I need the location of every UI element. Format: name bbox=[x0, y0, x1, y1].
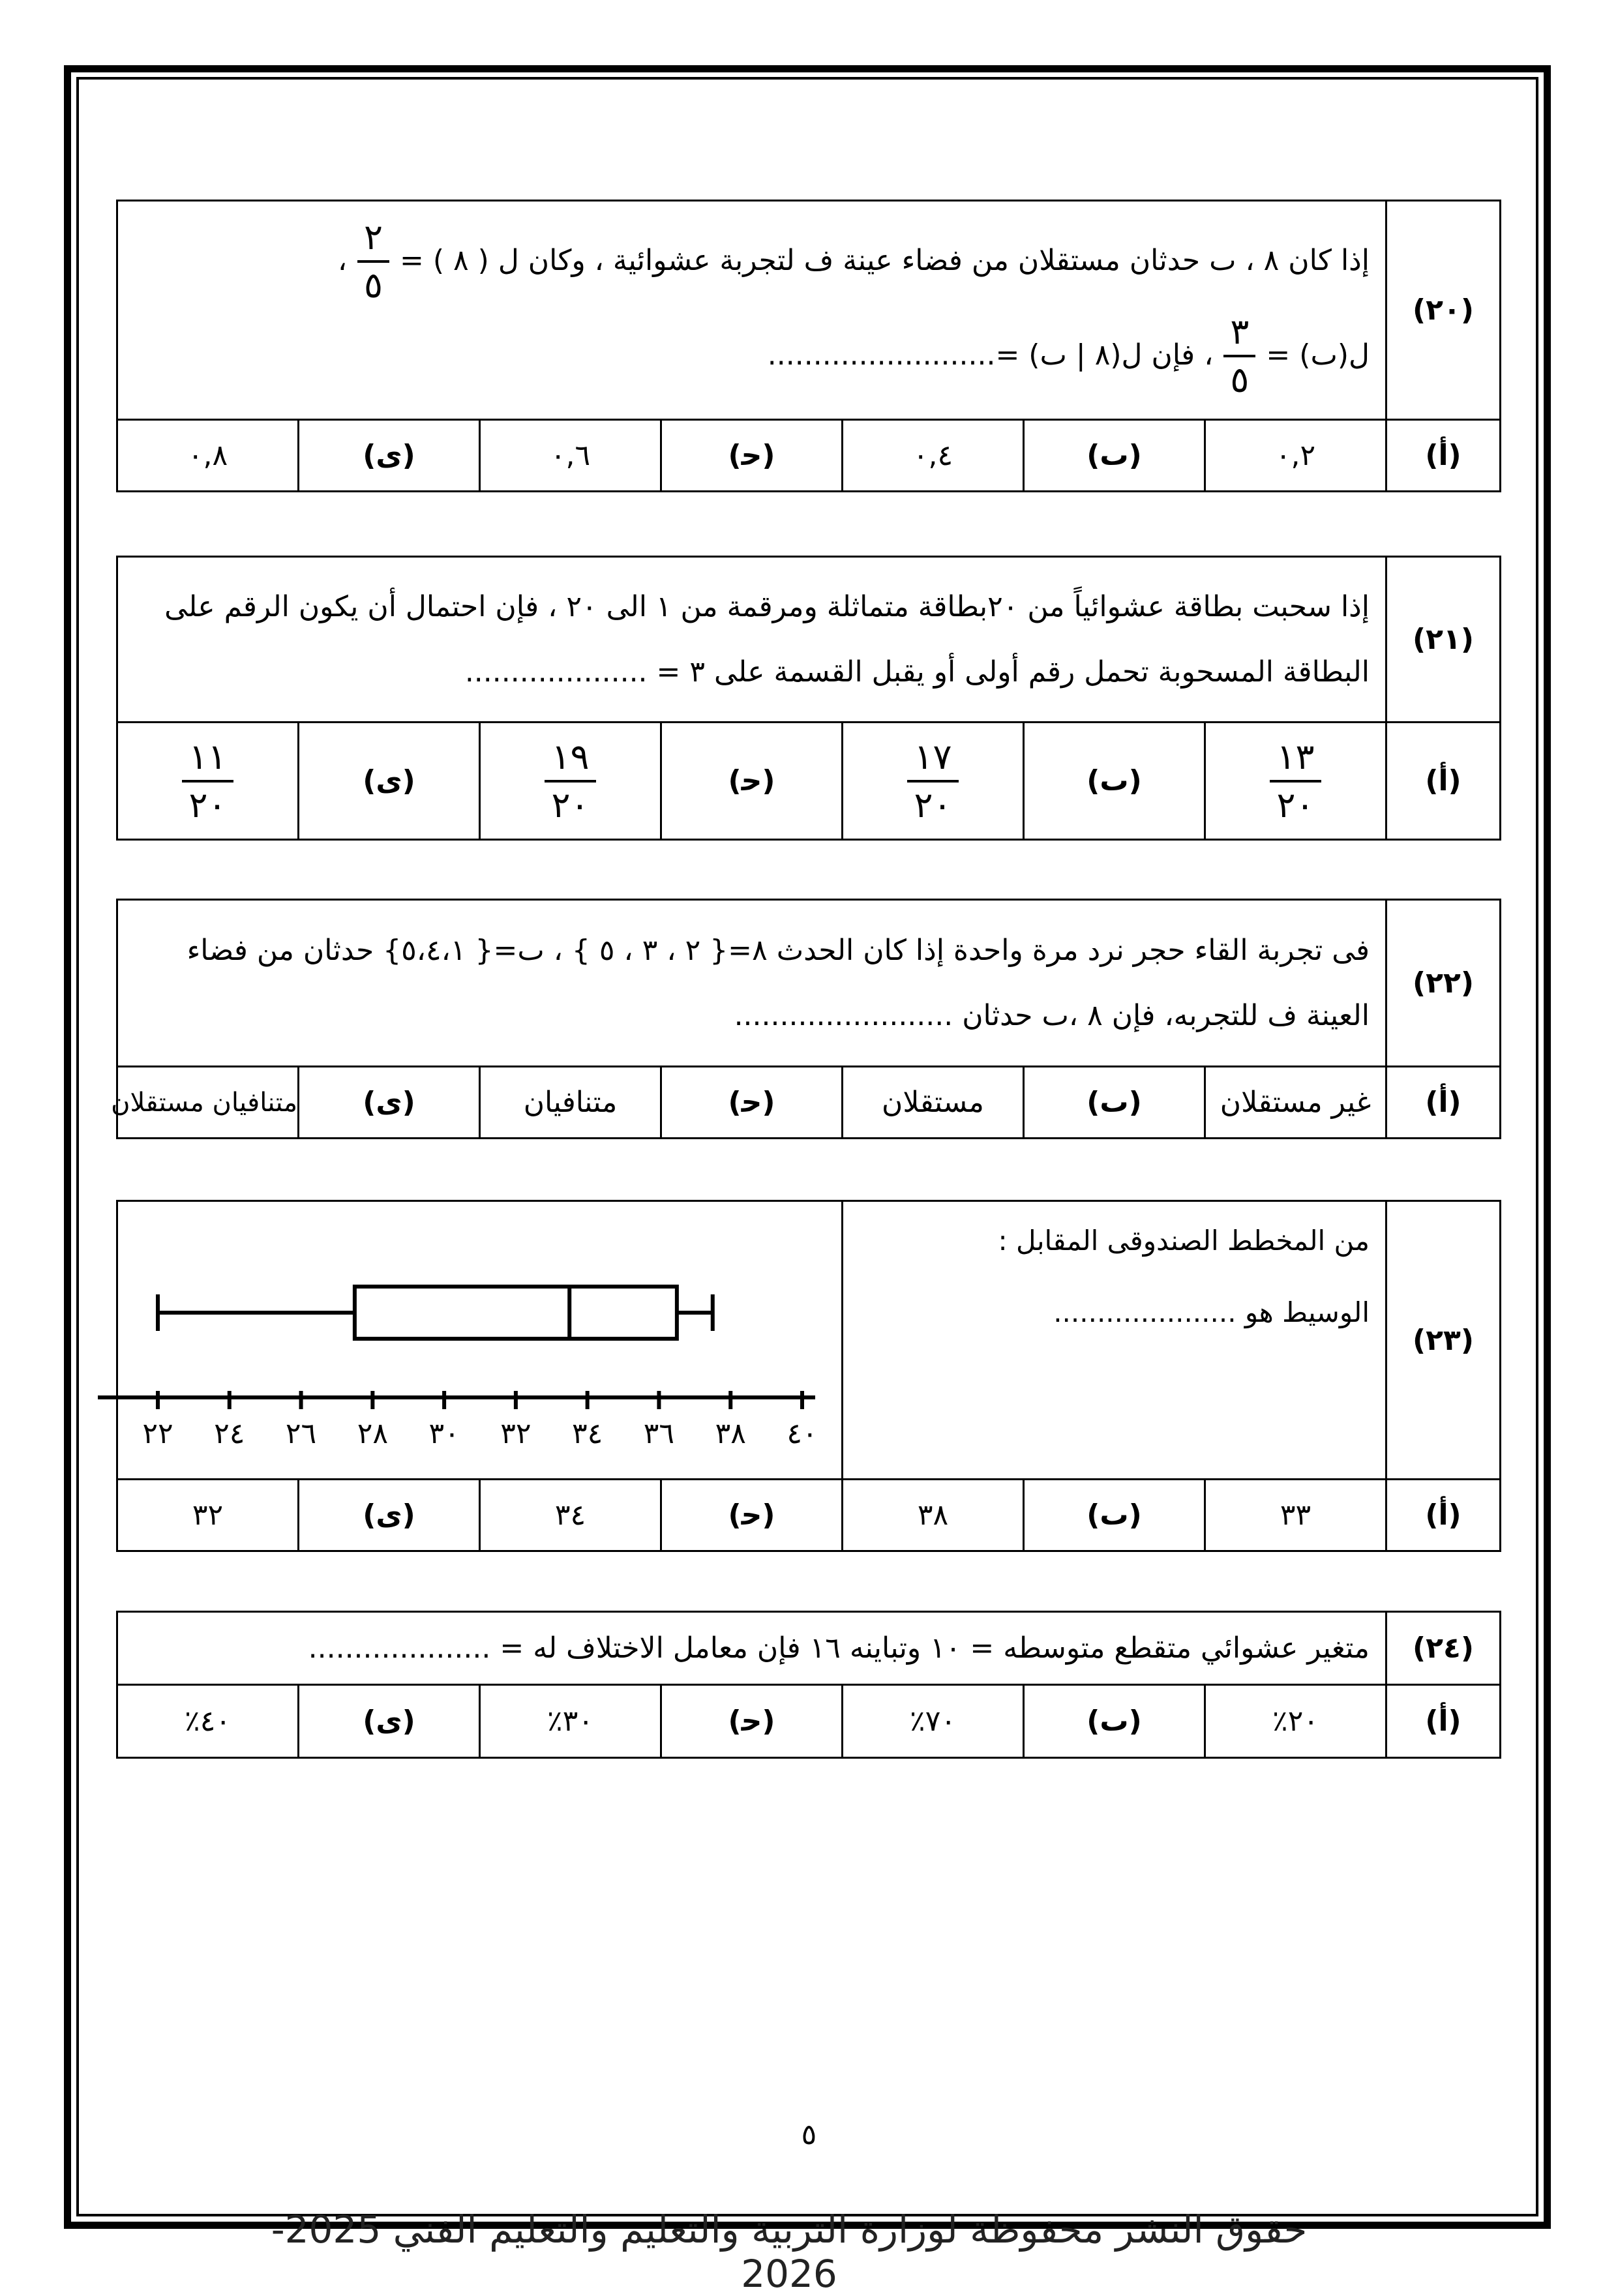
tick-label: ٢٢ bbox=[142, 1417, 173, 1450]
option-label: (ٮ) bbox=[1024, 1067, 1205, 1139]
option-value[interactable]: $\frac{١٩}{٢٠}$ bbox=[480, 723, 661, 840]
option-label: (أ) bbox=[1386, 1067, 1501, 1139]
option-label: (ٮ) bbox=[1024, 1480, 1205, 1551]
page-number: ٥ bbox=[801, 2118, 817, 2151]
option-value[interactable]: ٠,٨ bbox=[117, 420, 299, 492]
question-number: (٢٠) bbox=[1386, 201, 1501, 420]
tick-label: ٢٨ bbox=[357, 1417, 388, 1450]
tick-label: ٢٦ bbox=[285, 1417, 317, 1450]
question-text: إذا كان ٨ ، ٮ حدثان مستقلان من فضاء عينة ف لتجربة عشوائية ، وكان ل ( ٨ ) = $\frac{٢}{٥}$ ، ل(ٮ) = $\frac{٣}{٥}$ ، فإن ل(٨ | ٮ) =......................... bbox=[117, 201, 1386, 420]
tick-label: ٣٤ bbox=[572, 1417, 603, 1450]
box-plot bbox=[72, 1202, 841, 1478]
question-20 bbox=[116, 200, 1501, 492]
question-23 bbox=[116, 1200, 1501, 1552]
option-label: (ﺣ) bbox=[661, 1480, 843, 1551]
option-label: (ى) bbox=[299, 723, 480, 840]
copyright-footer: حقوق النشر محفوظة لوزارة التربية والتعليم والتعليم الفني 2025-2026 bbox=[271, 2207, 1308, 2296]
option-label: (ى) bbox=[299, 1685, 480, 1758]
question-21 bbox=[116, 556, 1501, 841]
option-label: (أ) bbox=[1386, 723, 1501, 840]
question-text bbox=[117, 557, 1386, 723]
boxplot-cell bbox=[117, 1201, 843, 1480]
question-text-line: من المخطط الصندوقى المقابل : bbox=[998, 1225, 1370, 1257]
option-value[interactable]: ٣٢ bbox=[117, 1480, 299, 1551]
question-text-line: إذا سحبت بطاقة عشوائياً من ٢٠بطاقة متماثلة ومرقمة من ١ الى ٢٠ ، فإن احتمال أن يكون الرقم على bbox=[164, 589, 1370, 623]
option-label: (أ) bbox=[1386, 1685, 1501, 1758]
fraction: $\frac{٣}{٥}$ bbox=[1223, 314, 1255, 398]
option-label: (ٮ) bbox=[1024, 1685, 1205, 1758]
option-label: (أ) bbox=[1386, 1480, 1501, 1551]
option-label: (ﺣ) bbox=[661, 1067, 843, 1139]
option-value[interactable]: مستقلان bbox=[843, 1067, 1024, 1139]
option-value[interactable]: ٠,٤ bbox=[843, 420, 1024, 492]
option-value[interactable]: غير مستقلان bbox=[1205, 1067, 1386, 1139]
question-text bbox=[843, 1201, 1386, 1480]
option-label: (ٮ) bbox=[1024, 420, 1205, 492]
option-value[interactable]: متنافيان مستقلان bbox=[117, 1067, 299, 1139]
option-value[interactable]: ٣٤ bbox=[480, 1480, 661, 1551]
question-22 bbox=[111, 899, 1501, 1139]
option-value[interactable]: ٣٣ bbox=[1205, 1480, 1386, 1551]
option-label: (ﺣ) bbox=[661, 723, 843, 840]
option-label: (ى) bbox=[299, 420, 480, 492]
option-value[interactable]: $\frac{١٣}{٢٠}$ bbox=[1205, 723, 1386, 840]
option-value[interactable]: ٣٨ bbox=[843, 1480, 1024, 1551]
question-number: (٢٢) bbox=[1386, 900, 1501, 1067]
option-value[interactable]: ٠,٢ bbox=[1205, 420, 1386, 492]
tick-label: ٣٨ bbox=[715, 1417, 746, 1450]
fraction: $\frac{٢}{٥}$ bbox=[357, 220, 389, 303]
option-label: (ى) bbox=[299, 1480, 480, 1551]
question-text: متغير عشوائي متقطع متوسطه = ١٠ وتباينه ١٦ فإن معامل الاختلاف له = .................... bbox=[117, 1612, 1386, 1685]
question-text-line: فى تجربة القاء حجر نرد مرة واحدة إذا كان الحدث ٨={ ٢ ، ٣ ، ٥ } ، ٮ={ ٥،٤،١} حدثان من فضاء bbox=[187, 933, 1370, 967]
option-label: (ﺣ) bbox=[661, 420, 843, 492]
option-value[interactable]: ٢٠٪ bbox=[1205, 1685, 1386, 1758]
tick-label: ٣٠ bbox=[428, 1417, 460, 1450]
tick-label: ٢٤ bbox=[214, 1417, 245, 1450]
option-value[interactable]: $\frac{١١}{٢٠}$ bbox=[117, 723, 299, 840]
question-24 bbox=[116, 1611, 1501, 1759]
tick-label: ٣٦ bbox=[643, 1417, 675, 1450]
tick-label: ٣٢ bbox=[500, 1417, 532, 1450]
option-label: (ﺣ) bbox=[661, 1685, 843, 1758]
question-number: (٢١) bbox=[1386, 557, 1501, 723]
question-text-line: ل(ٮ) = bbox=[1266, 338, 1370, 372]
option-value[interactable]: ٤٠٪ bbox=[117, 1685, 299, 1758]
option-label: (أ) bbox=[1386, 420, 1501, 492]
option-value[interactable]: ٠,٦ bbox=[480, 420, 661, 492]
option-label: (ٮ) bbox=[1024, 723, 1205, 840]
option-value[interactable]: ٣٠٪ bbox=[480, 1685, 661, 1758]
option-label: (ى) bbox=[299, 1067, 480, 1139]
question-text-line: البطاقة المسحوبة تحمل رقم أولى أو يقبل القسمة على ٣ = .................... bbox=[464, 655, 1370, 689]
question-text-line: الوسيط هو ..................... bbox=[1053, 1296, 1370, 1328]
question-number: (٢٣) bbox=[1386, 1201, 1501, 1480]
tick-label: ٤٠ bbox=[787, 1417, 818, 1450]
box-iqr bbox=[355, 1287, 677, 1339]
question-text-line: العينة ف للتجربه، فإن ٨ ،ٮ حدثان ........................ bbox=[734, 998, 1370, 1032]
option-value[interactable]: $\frac{١٧}{٢٠}$ bbox=[843, 723, 1024, 840]
question-text-line: إذا كان ٨ ، ٮ حدثان مستقلان من فضاء عينة ف لتجربة عشوائية ، وكان ل ( ٨ ) = bbox=[400, 244, 1370, 278]
option-value[interactable]: متنافيان bbox=[480, 1067, 661, 1139]
question-number: (٢٤) bbox=[1386, 1612, 1501, 1685]
question-text bbox=[117, 900, 1386, 1067]
option-value[interactable]: ٧٠٪ bbox=[843, 1685, 1024, 1758]
